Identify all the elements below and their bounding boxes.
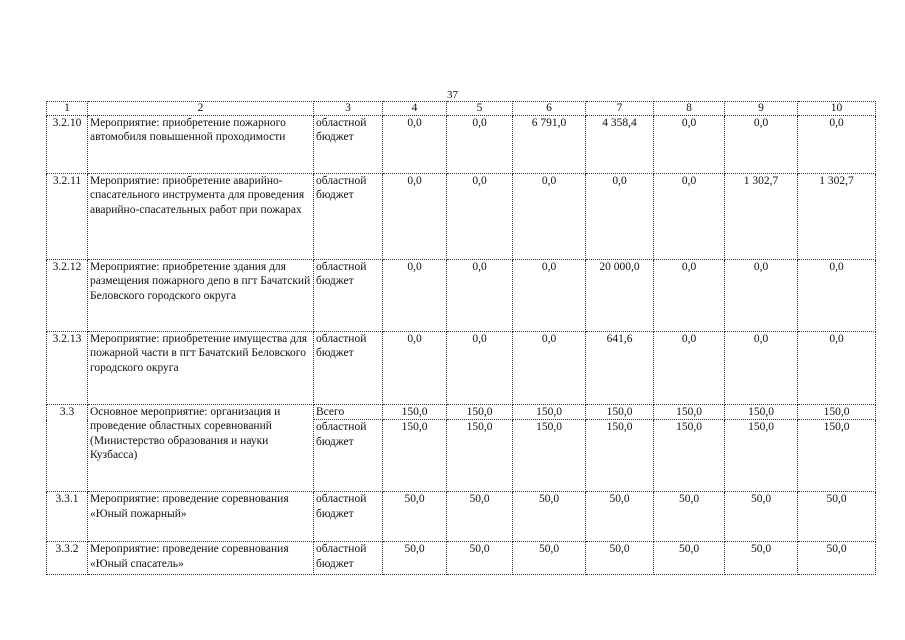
row-value: 0,0 [798,116,876,174]
row-value: 0,0 [798,332,876,405]
table-row [47,116,876,174]
row-value: 1 302,7 [725,174,798,260]
table-row [47,260,876,332]
row-value: 150,0 [383,405,447,420]
table-row [47,174,876,260]
row-code: 3.3.1 [47,492,88,542]
row-name: Основное мероприятие: организация и проведение областных соревнований (Министерство образования и науки Кузбасса) [88,405,314,492]
row-value: 0,0 [447,116,513,174]
row-source: областной бюджет [314,116,383,174]
row-code: 3.2.12 [47,260,88,332]
row-value: 150,0 [725,405,798,420]
row-value: 0,0 [383,174,447,260]
row-value: 50,0 [654,542,725,575]
row-value: 50,0 [447,542,513,575]
row-value: 0,0 [725,116,798,174]
header-cell: 2 [88,102,314,116]
row-source: областной бюджет [314,332,383,405]
row-name: Мероприятие: приобретение здания для размещения пожарного депо в пгт Бачатский Беловского городского округа [88,260,314,332]
row-value: 150,0 [654,405,725,420]
table-row [47,405,876,420]
row-source: областной бюджет [314,260,383,332]
row-source: Всего [314,405,383,420]
row-source: областной бюджет [314,420,383,492]
row-value: 0,0 [383,116,447,174]
row-name: Мероприятие: проведение соревнования «Юный пожарный» [88,492,314,542]
row-value: 0,0 [586,174,654,260]
row-value: 0,0 [447,174,513,260]
row-value: 0,0 [383,260,447,332]
row-value: 0,0 [513,174,586,260]
row-value: 0,0 [654,174,725,260]
row-value: 50,0 [383,542,447,575]
row-value: 150,0 [383,420,447,492]
header-cell: 3 [314,102,383,116]
row-value: 1 302,7 [798,174,876,260]
row-code: 3.2.13 [47,332,88,405]
row-value: 20 000,0 [586,260,654,332]
row-value: 50,0 [725,542,798,575]
row-name: Мероприятие: приобретение пожарного автомобиля повышенной проходимости [88,116,314,174]
row-value: 50,0 [447,492,513,542]
header-cell: 10 [798,102,876,116]
row-value: 150,0 [586,405,654,420]
row-value: 6 791,0 [513,116,586,174]
row-source: областной бюджет [314,174,383,260]
header-row [47,102,876,116]
header-cell: 5 [447,102,513,116]
header-cell: 4 [383,102,447,116]
row-value: 150,0 [586,420,654,492]
row-name: Мероприятие: проведение соревнования «Юный спасатель» [88,542,314,575]
row-name: Мероприятие: приобретение имущества для пожарной части в пгт Бачатский Беловского городского округа [88,332,314,405]
row-source: областной бюджет [314,542,383,575]
page-number: 37 [447,89,458,101]
row-value: 50,0 [725,492,798,542]
table-row [47,332,876,405]
row-value: 0,0 [654,260,725,332]
row-value: 150,0 [798,420,876,492]
row-code: 3.3 [47,405,88,492]
row-name: Мероприятие: приобретение аварийно-спасательного инструмента для проведения аварийно-спасательных работ при пожарах [88,174,314,260]
row-value: 50,0 [383,492,447,542]
row-value: 50,0 [513,492,586,542]
row-value: 150,0 [798,405,876,420]
row-value: 4 358,4 [586,116,654,174]
table-row [47,542,876,575]
row-value: 150,0 [513,405,586,420]
row-value: 641,6 [586,332,654,405]
row-value: 150,0 [654,420,725,492]
budget-table [46,101,876,575]
row-value: 0,0 [513,260,586,332]
row-value: 0,0 [725,260,798,332]
row-value: 50,0 [798,542,876,575]
row-value: 50,0 [586,492,654,542]
row-value: 0,0 [447,260,513,332]
header-cell: 6 [513,102,586,116]
row-value: 50,0 [513,542,586,575]
row-value: 150,0 [513,420,586,492]
header-cell: 8 [654,102,725,116]
row-value: 150,0 [725,420,798,492]
row-value: 0,0 [654,116,725,174]
row-value: 0,0 [798,260,876,332]
table-row [47,492,876,542]
row-value: 0,0 [725,332,798,405]
row-code: 3.3.2 [47,542,88,575]
row-value: 0,0 [447,332,513,405]
row-value: 0,0 [383,332,447,405]
row-value: 50,0 [586,542,654,575]
row-source: областной бюджет [314,492,383,542]
row-code: 3.2.10 [47,116,88,174]
row-value: 50,0 [798,492,876,542]
header-cell: 1 [47,102,88,116]
row-value: 150,0 [447,405,513,420]
row-value: 0,0 [654,332,725,405]
row-code: 3.2.11 [47,174,88,260]
row-value: 150,0 [447,420,513,492]
row-value: 50,0 [654,492,725,542]
header-cell: 7 [586,102,654,116]
row-value: 0,0 [513,332,586,405]
header-cell: 9 [725,102,798,116]
